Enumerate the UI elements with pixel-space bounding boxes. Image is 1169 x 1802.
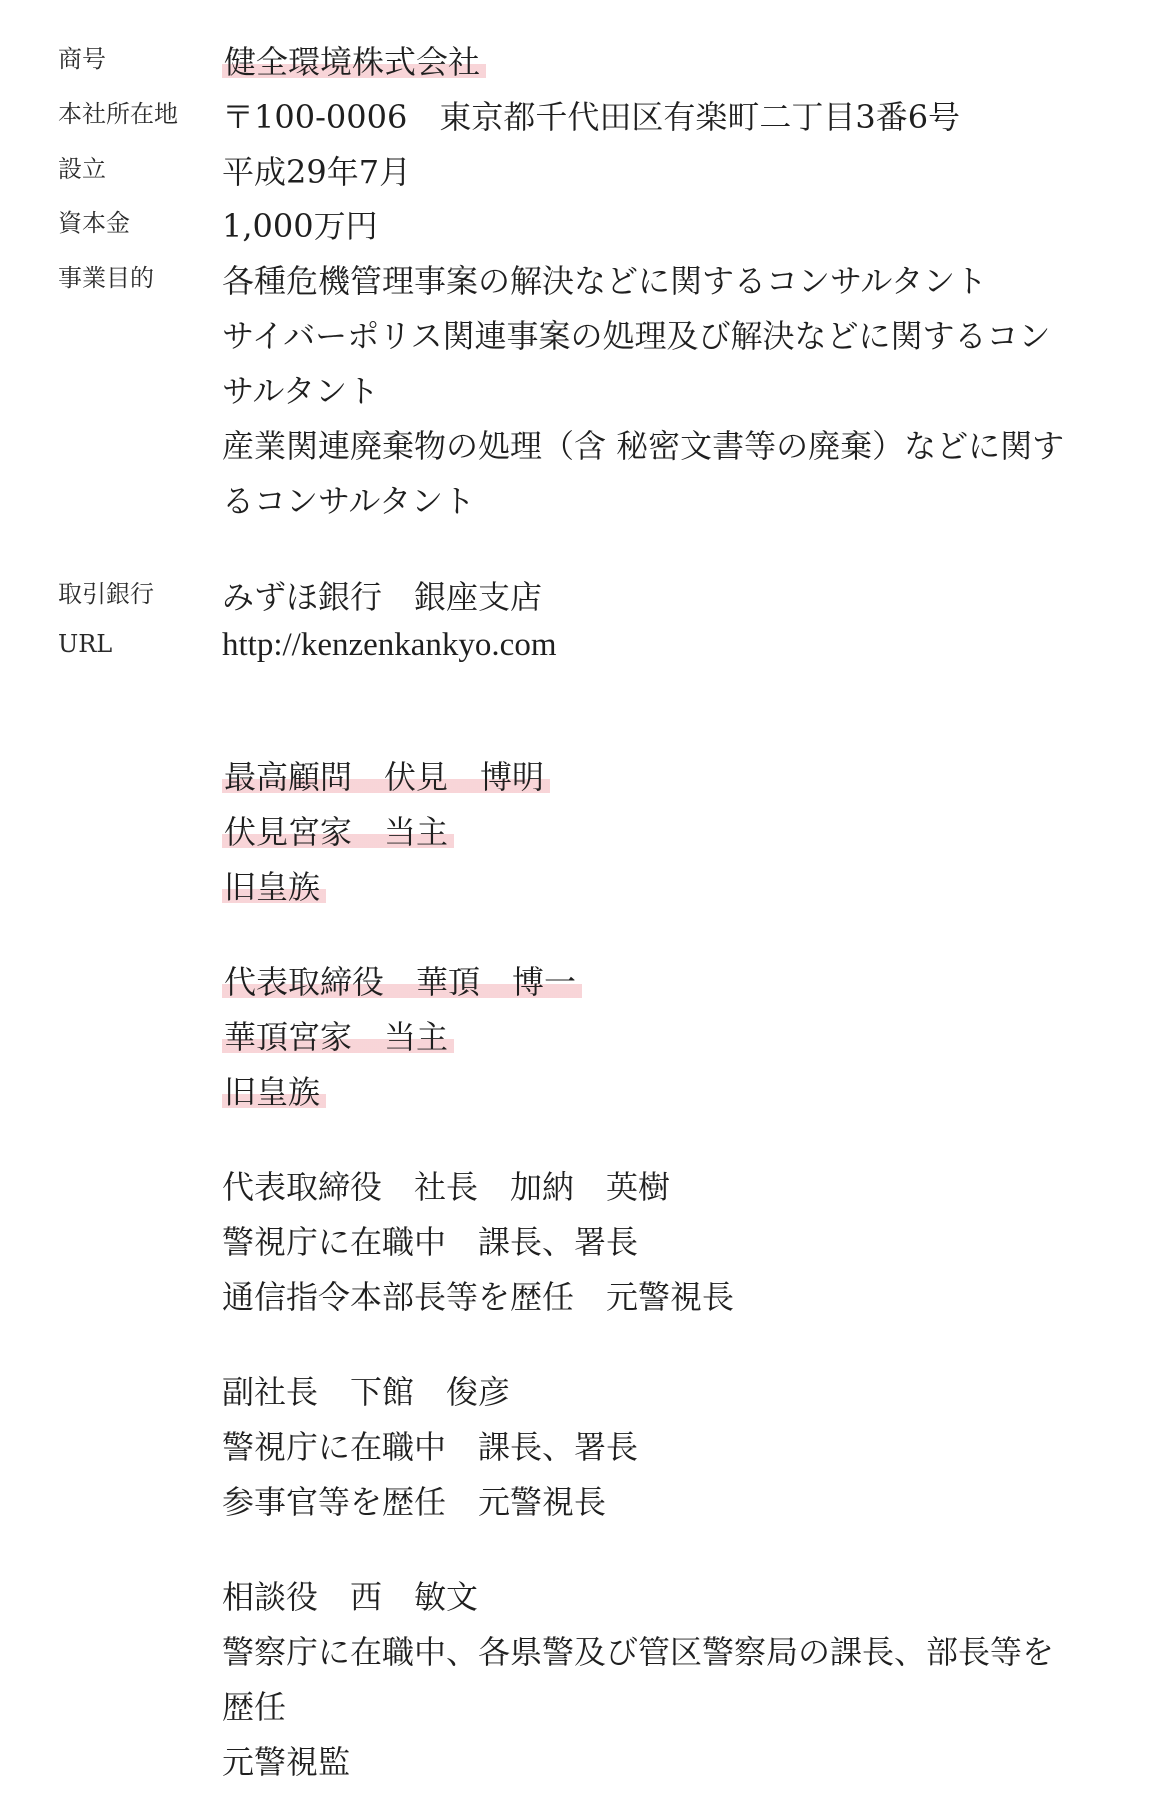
officer-line-text: 代表取締役 華頂 博一 <box>222 963 582 1001</box>
officer-line <box>222 810 454 854</box>
company-name-value <box>222 40 486 84</box>
purpose-line: 産業関連廃棄物の処理（含 秘密文書等の廃棄）などに関す <box>222 427 1065 465</box>
officer-line-text: 最高顧問 伏見 博明 <box>222 758 550 796</box>
officer-line: 警視庁に在職中 課長、署長 <box>222 1223 639 1261</box>
officer-line: 通信指令本部長等を歴任 元警視長 <box>222 1278 735 1316</box>
label-url: URL <box>58 630 113 658</box>
purpose-line: るコンサルタント <box>222 482 476 520</box>
purpose-line: サイバーポリス関連事案の処理及び解決などに関するコン <box>222 317 1051 355</box>
officer-line: 相談役 西 敏文 <box>222 1578 479 1616</box>
officer-line: 参事官等を歴任 元警視長 <box>222 1483 607 1521</box>
officer-line-text: 旧皇族 <box>222 1073 326 1111</box>
officer-line: 元警視監 <box>222 1743 351 1781</box>
officer-line: 副社長 下館 俊彦 <box>222 1373 511 1411</box>
label-capital: 資本金 <box>58 209 130 237</box>
label-established: 設立 <box>58 155 106 183</box>
officer-line <box>222 755 550 799</box>
officer-line: 歴任 <box>222 1688 287 1726</box>
address-value: 〒100-0006 東京都千代田区有楽町二丁目3番6号 <box>222 98 961 136</box>
purpose-line: 各種危機管理事案の解決などに関するコンサルタント <box>222 262 988 300</box>
officer-line-text: 華頂宮家 当主 <box>222 1018 454 1056</box>
purpose-line: サルタント <box>222 372 380 410</box>
label-address: 本社所在地 <box>58 100 178 128</box>
officer-line <box>222 960 582 1004</box>
capital-value: 1,000万円 <box>222 207 378 245</box>
established-value: 平成29年7月 <box>222 153 412 191</box>
officer-line: 代表取締役 社長 加納 英樹 <box>222 1168 671 1206</box>
label-company-name: 商号 <box>58 45 106 73</box>
officer-line: 警察庁に在職中、各県警及び管区警察局の課長、部長等を <box>222 1633 1055 1671</box>
url-link[interactable]: http://kenzenkankyo.com <box>222 627 557 663</box>
officer-line: 警視庁に在職中 課長、署長 <box>222 1428 639 1466</box>
officer-line-text: 旧皇族 <box>222 868 326 906</box>
officer-line <box>222 1015 454 1059</box>
officer-line <box>222 865 326 909</box>
officer-line-text: 伏見宮家 当主 <box>222 813 454 851</box>
company-name-text: 健全環境株式会社 <box>222 43 486 81</box>
bank-value: みずほ銀行 銀座支店 <box>222 578 543 616</box>
officer-line <box>222 1070 326 1114</box>
label-bank: 取引銀行 <box>58 580 154 608</box>
label-purpose: 事業目的 <box>58 264 154 292</box>
